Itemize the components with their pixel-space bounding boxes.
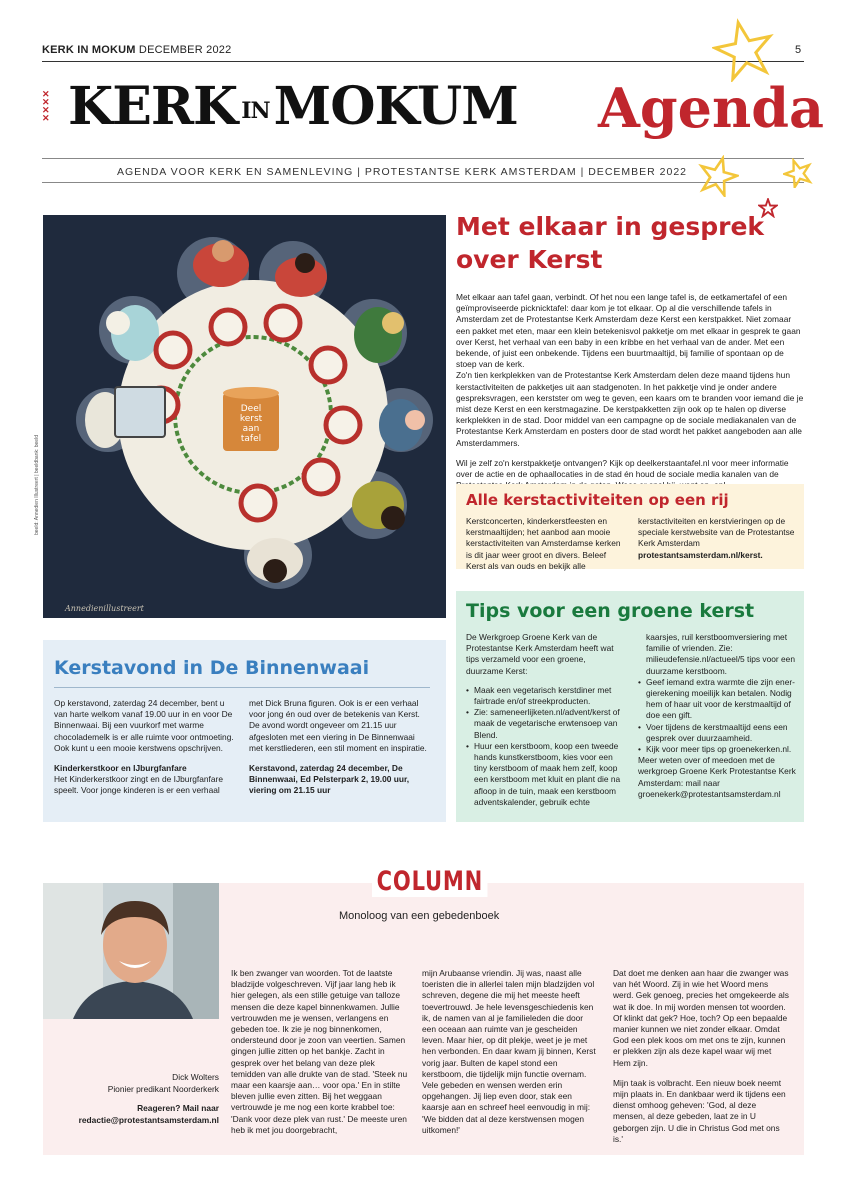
running-head	[42, 44, 231, 56]
author-role: Pionier predikant Noorderkerk	[107, 1083, 219, 1094]
column-subtitle: Monoloog van een gebedenboek	[339, 910, 500, 922]
page-number: 5	[795, 44, 802, 56]
react-email[interactable]: redactie@protestantsamsterdam.nl	[78, 1114, 219, 1125]
column-paragraph: Dat doet me denken aan haar die zwanger was van hét Woord. Zij in wie het Woord mens werd. Gek genoeg, precies het omgekeerde als wat ik doe. In mij worden mensen tot woorden. Of klinkt dat gek? Hoe, toch? Op een bepaalde manier kunnen we niet zonder elkaar. Omdat God een plek koos om met ons te zijn, kunnen er plekken zijn als deze kapel waar wij met Hem zijn.	[613, 968, 789, 1068]
tip-item: • Maak een vegetarisch kerstdiner met fairtrade en/of streekproducten.	[466, 685, 624, 707]
tip-item: • Geef iemand extra warmte die zijn energierekening moeilijk kan betalen. Nodig hem of haar uit voor de kerstmaaltijd of doe een gift.	[638, 677, 796, 722]
article-paragraph: Zo'n tien kerkplekken van de Protestantse Kerk Amsterdam delen deze maand tijdens hun kerstactiviteiten de pakketjes uit aan stadgenoten. In het pakketje vind je onder andere gespreksvragen, een kerstster om weg te geven, een kaars om te branden voor iemand die je mist deze Kerst en een kerstmagazine. De kerstpakketten zijn ook op te halen op diverse kerkplekken in de stad. Door middel van een campagne op de sociale mediakanalen van de Protestantse Kerk Amsterdam en posters door de stad wordt het pakket aangeboden aan alle Amsterdammers.	[456, 370, 804, 448]
react-label: Reageren? Mail naar	[137, 1103, 219, 1113]
masthead-rule-top	[42, 158, 804, 159]
groene-kerst-intro: De Werkgroep Groene Kerk van de Protestantse Kerk Amsterdam heeft wat tips verzameld voor een groene, duurzame Kerst:	[466, 632, 614, 676]
masthead-word-in: IN	[241, 97, 270, 124]
article-title-line1: Met elkaar in gesprek	[456, 212, 765, 241]
tin-label-1: Deel	[240, 404, 262, 414]
author-name: Dick Wolters	[172, 1072, 219, 1082]
binnenwaai-paragraph: Het Kinderkerstkoor zingt en de IJburgfanfare speelt. Voor jonge kinderen is er een verhaal met Dick Bruna figuren. Ook is er een verhaal voor jong én oud over de betekenis van Kerst. De avond wordt ongeveer om 21.15 uur afgesloten met een viering in De Binnenwaai met kerstliederen, een stil moment en inspiratie.	[54, 698, 427, 796]
column-text-3	[613, 968, 790, 1145]
masthead-word-kerk: KERK	[68, 76, 238, 137]
article-paragraph: Wil je zelf zo'n kerstpakketje ontvangen? Kijk op deelkerstaantafel.nl voor meer informatie over de actie en de ophaallocaties in de stad én houd de sociale media kanalen van de	[456, 457, 789, 480]
column-header: COLUMN	[372, 866, 488, 897]
tip-item: • Voer tijdens de kerstmaaltijd eens een gesprek over duurzaamheid.	[638, 722, 796, 744]
masthead-agenda: Agenda	[598, 76, 825, 140]
binnenwaai-details: Kerstavond, zaterdag 24 december, De Binnenwaai, Ed Pelsterpark 2, 19.00 uur, viering om 21.15 uur	[249, 763, 410, 796]
column-paragraph: Mijn taak is volbracht. Een nieuw boek neemt mijn plaats in. En dankbaar werd ik tijdens een dienst omhoog geheven: 'God, al deze mensen, al deze gebeden, laat ze in U geborgen zijn. U die in Christus God met ons is.'	[613, 1077, 786, 1144]
masthead-subline: AGENDA VOOR KERK EN SAMENLEVING | PROTESTANTSE KERK AMSTERDAM | DECEMBER 2022	[116, 166, 688, 178]
article-title	[456, 210, 764, 276]
article-body	[456, 292, 806, 500]
groene-kerst-title: Tips voor een groene kerst	[466, 600, 755, 622]
author-info	[43, 1072, 219, 1126]
binnenwaai-title: Kerstavond in De Binnenwaai	[54, 657, 370, 679]
kerstactiviteiten-title: Alle kerstactiviteiten op een rij	[466, 491, 729, 509]
binnenwaai-body	[54, 698, 430, 797]
column-text-2: mijn Arubaanse vriendin. Jij was, naast alle toeristen die in allerlei talen mijn bladzijden vol schreven, degene die mij het meeste heeft toevertrouwd. Je hele levensgeschiedenis ken ik, de namen van al je familieleden die door een oceaan aan ruimte van je gescheiden leven. Maar hier, op dit plekje, weet je je met hen verbonden. En daar kwam jij binnen, Kerst vorig jaar. Bulten de kapel stond een kerstboom, die tijdelijk mijn functie overnam. Vele gebeden en wensen werden erin opgehangen. Jij liep even door, stak een kaarsje aan en schreef heel eenvoudig in mij: 'We bidden dat al deze kerstwensen mogen uitkomen!'	[422, 968, 596, 1135]
tin-label-2: kerst	[239, 414, 263, 424]
groene-kerst-body	[466, 632, 796, 808]
photo-credit: beeld: Annedien Illustreert | beeldbank: beeld	[34, 435, 40, 535]
tip-item: • Huur een kerstboom, koop een tweede hands kunstkerstboom, kies voor een tiny kerstboom of maak hem zelf, koop een kerstboom met kluit en plant die na afloop in de tuin, maak een kerstboom adventskalender, gebruik echte kaarsjes, ruil kerstboomversiering met familie of vrienden. Zie: milieudefensie.nl/actueel/5 tips voor een duurzame kerstboom.	[466, 632, 796, 808]
cross-ornament: ✕ ✕ ✕ ✕	[42, 89, 50, 123]
binnenwaai-rule	[54, 687, 430, 688]
author-photo	[43, 883, 219, 1019]
masthead-rule-bottom	[42, 182, 804, 183]
binnenwaai-paragraph: Op kerstavond, zaterdag 24 december, bent u van harte welkom vanaf 19.00 uur in en voor De Binnenwaai. Bij een vuurkorf met warme chocolademelk is er alle ruimte voor ontmoeting. Ook kunt u een mooie kerstwens opschrijven.	[54, 698, 234, 753]
illustrator-signature: Annedienillustreert	[65, 604, 144, 613]
groene-kerst-outro: Meer weten over of meedoen met de werkgroep Groene Kerk Protestantse Kerk Amsterdam: mail naar groenekerk@protestantsamsterdam.nl	[638, 755, 796, 799]
tin-label-4: tafel	[240, 434, 262, 444]
masthead-title	[68, 76, 518, 137]
tip-item: • Zie: sameneerlijketen.nl/advent/kerst of maak de vegetarische erwtensoep van Blend.	[466, 707, 624, 741]
article-title-line2: over Kerst	[456, 245, 603, 274]
kerstactiviteiten-text: Kerstconcerten, kinderkerstfeesten en kerstmaaltijden; het aanbod aan mooie kerstactiviteiten van Amsterdamse kerken is dit jaar weer groot en divers. Beleef Kerst als van ouds en bekijk alle kerstactiviteiten en kerstvieringen op de speciale kerstwebsite van de Protestantse Kerk Amsterdam	[466, 516, 795, 571]
column-text-1: Ik ben zwanger van woorden. Tot de laatste bladzijde volgeschreven. Vijf jaar lang heb ik hier gelegen, als een stille getuige van talloze mensen die deze kapel binnenkwamen. Jullie vertrouwden me je wensen, verlangens en gebeden toe. Ik zie je nog binnenkomen, ondersteund door je zoon van veertien. Samen gingen jullie zitten op het bankje. Zacht in gesprek over het belang van deze plek temidden van alle drukte van de stad. 'Steek nu maar een kaarsje aan… voor opa.' En in stilte bleven jullie even zitten. Bij het weggaan vertrouwde je me nog een korte krabbel toe: 'Dank voor deze plek van rust.' De meeste uren heb ik met jou doorgebracht,	[231, 968, 408, 1135]
running-date: DECEMBER 2022	[138, 44, 232, 56]
author-portrait	[43, 883, 219, 1019]
tin-label-3: aan	[242, 424, 260, 434]
star-icon	[712, 18, 776, 82]
binnenwaai-subheading: Kinderkerstkoor en IJburgfanfare	[54, 763, 187, 774]
masthead-word-mokum: MOKUM	[273, 76, 518, 137]
top-rule	[42, 61, 804, 62]
kerstactiviteiten-link[interactable]: protestantsamsterdam.nl/kerst.	[638, 549, 763, 560]
table-illustration	[43, 215, 446, 618]
star-icon	[783, 158, 813, 188]
kerstactiviteiten-body	[466, 516, 796, 572]
christmas-table-illustration	[43, 215, 446, 618]
running-title: KERK IN MOKUM	[42, 44, 136, 56]
article-paragraph: Met elkaar aan tafel gaan, verbindt. Of het nou een lange tafel is, de eetkamertafel of een geïmproviseerde picknicktafel: daar kom je tot elkaar. Op al die verschillende tafels in Amsterdam zet de Protestantse Kerk Amsterdam deze Kerst een kerstpakket. Niet zomaar een pakket met eten, maar een klein betekenisvol pakketje om met elkaar in gesprek te gaan over Kerst, het verhaal van een baby in een kribbe en het verhaal van de ander. Met een bekende, of juist een onbekende. Tijdens een buurtmaaltijd, bij familie of spontaan op de stoep van de kerk.	[456, 292, 801, 370]
star-icon	[697, 155, 739, 197]
tip-item: • Kijk voor meer tips op groenekerken.nl.	[638, 744, 796, 755]
